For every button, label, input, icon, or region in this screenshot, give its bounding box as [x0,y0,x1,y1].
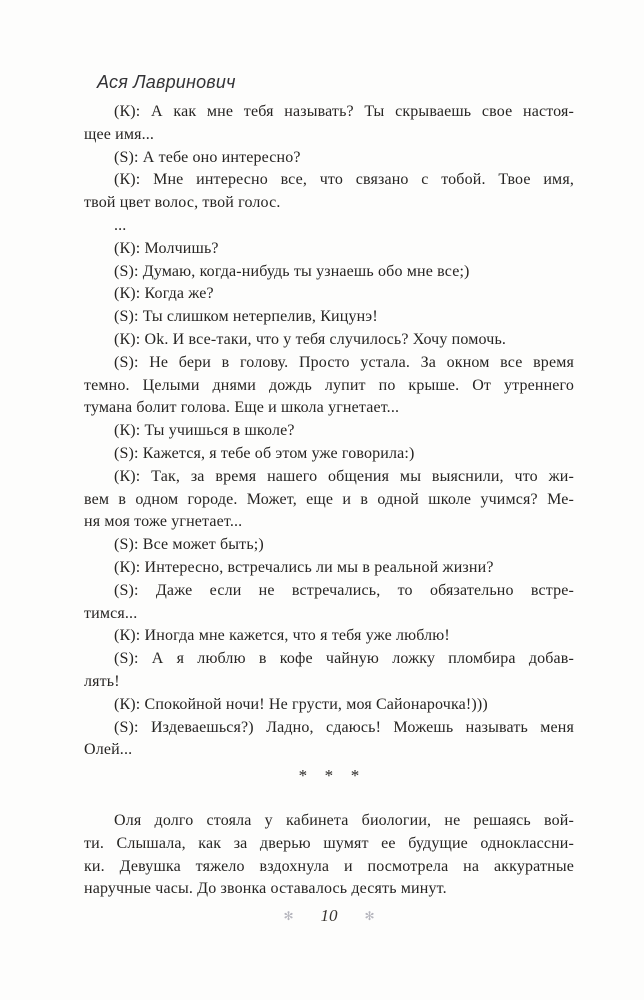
footer-ornament-left-icon: ✻ [283,909,294,923]
paragraph [84,329,574,352]
page-number: 10 [320,906,338,925]
text-line: (S): Ты слишком нетерпелив, Кицунэ! [114,308,378,326]
text-line: тумана болит голова. Еще и школа угнетает... [84,399,400,417]
text-line: твой цвет волос, твой голос. [84,194,281,212]
text-line: наручные часы. До звонка оставалось десять минут. [84,880,447,898]
text-line: (К): Иногда мне кажется, что я тебя уже люблю! [114,627,450,645]
text-line: (К): Ok. И все-таки, что у тебя случилось? Хочу помочь. [114,330,507,348]
paragraph [84,420,574,443]
paragraph [84,625,574,648]
paragraph [84,810,574,901]
text-line: ... [114,216,127,234]
paragraph [84,534,574,557]
paragraph [84,283,574,306]
paragraph [84,580,574,626]
paragraph [84,443,574,466]
paragraph [84,557,574,580]
text-line: ки. Девушка тяжело вздохнула и посмотрела на аккуратные [84,857,574,875]
section-separator: * * * [298,766,360,786]
page-footer [84,906,574,926]
paragraph [84,466,574,534]
text-line: (S): Даже если не встречались, то обязательно встре- [114,581,574,599]
text-line: (S): Не бери в голову. Просто устала. За окном все время [114,353,574,371]
text-line: (К): Интересно, встречались ли мы в реальной жизни? [114,558,494,576]
text-line: вем в одном городе. Может, еще и в одной школе учимся? Ме- [84,490,574,508]
paragraph [84,238,574,261]
text-line: (К): Мне интересно все, что связано с тобой. Твое имя, [114,171,574,189]
text-line: (S): А я люблю в кофе чайную ложку пломбира добав- [114,650,574,668]
text-line: (К): А как мне тебя называть? Ты скрываешь свое настоя- [114,103,574,120]
dialogue-section [84,101,574,762]
text-line: (S): Кажется, я тебе об этом уже говорила:) [114,444,415,462]
text-line: Олей... [84,741,133,759]
text-line: ти. Слышала, как за дверью шумят ее будущие одноклассни- [84,834,574,852]
text-line: темно. Целыми днями дождь лупит по крыше. От утреннего [84,376,574,394]
running-header-author: Ася Лавринович [97,72,236,92]
paragraph [84,352,574,420]
paragraph [84,147,574,170]
text-line: ня моя тоже угнетает... [84,513,243,531]
text-line: (К): Спокойной ночи! Не грусти, моя Сайонарочка!))) [114,695,488,713]
paragraph [84,717,574,763]
paragraph [84,215,574,238]
text-line: (S): Думаю, когда-нибудь ты узнаешь обо мне все;) [114,262,470,280]
text-line: лять! [84,672,120,690]
text-line: (S): А тебе оно интересно? [114,148,301,166]
paragraph [84,261,574,284]
text-line: (К): Когда же? [114,285,214,303]
text-line: (S): Издеваешься?) Ладно, сдаюсь! Можешь называть меня [114,718,574,736]
paragraph [84,694,574,717]
footer-ornament-right-icon: ✻ [364,909,375,923]
narrative-section [84,810,574,901]
paragraph [84,306,574,329]
text-block [84,101,574,901]
paragraph [84,648,574,694]
text-line: тимся... [84,604,138,622]
text-line: (К): Так, за время нашего общения мы выяснили, что жи- [114,467,574,485]
text-line: (К): Ты учишься в школе? [114,422,295,440]
text-line: Оля долго стояла у кабинета биологии, не решаясь вой- [114,811,574,829]
paragraph [84,101,574,147]
text-line: (К): Молчишь? [114,239,219,257]
paragraph [84,169,574,215]
text-line: щее имя... [84,125,155,143]
text-line: (S): Все может быть;) [114,536,264,554]
